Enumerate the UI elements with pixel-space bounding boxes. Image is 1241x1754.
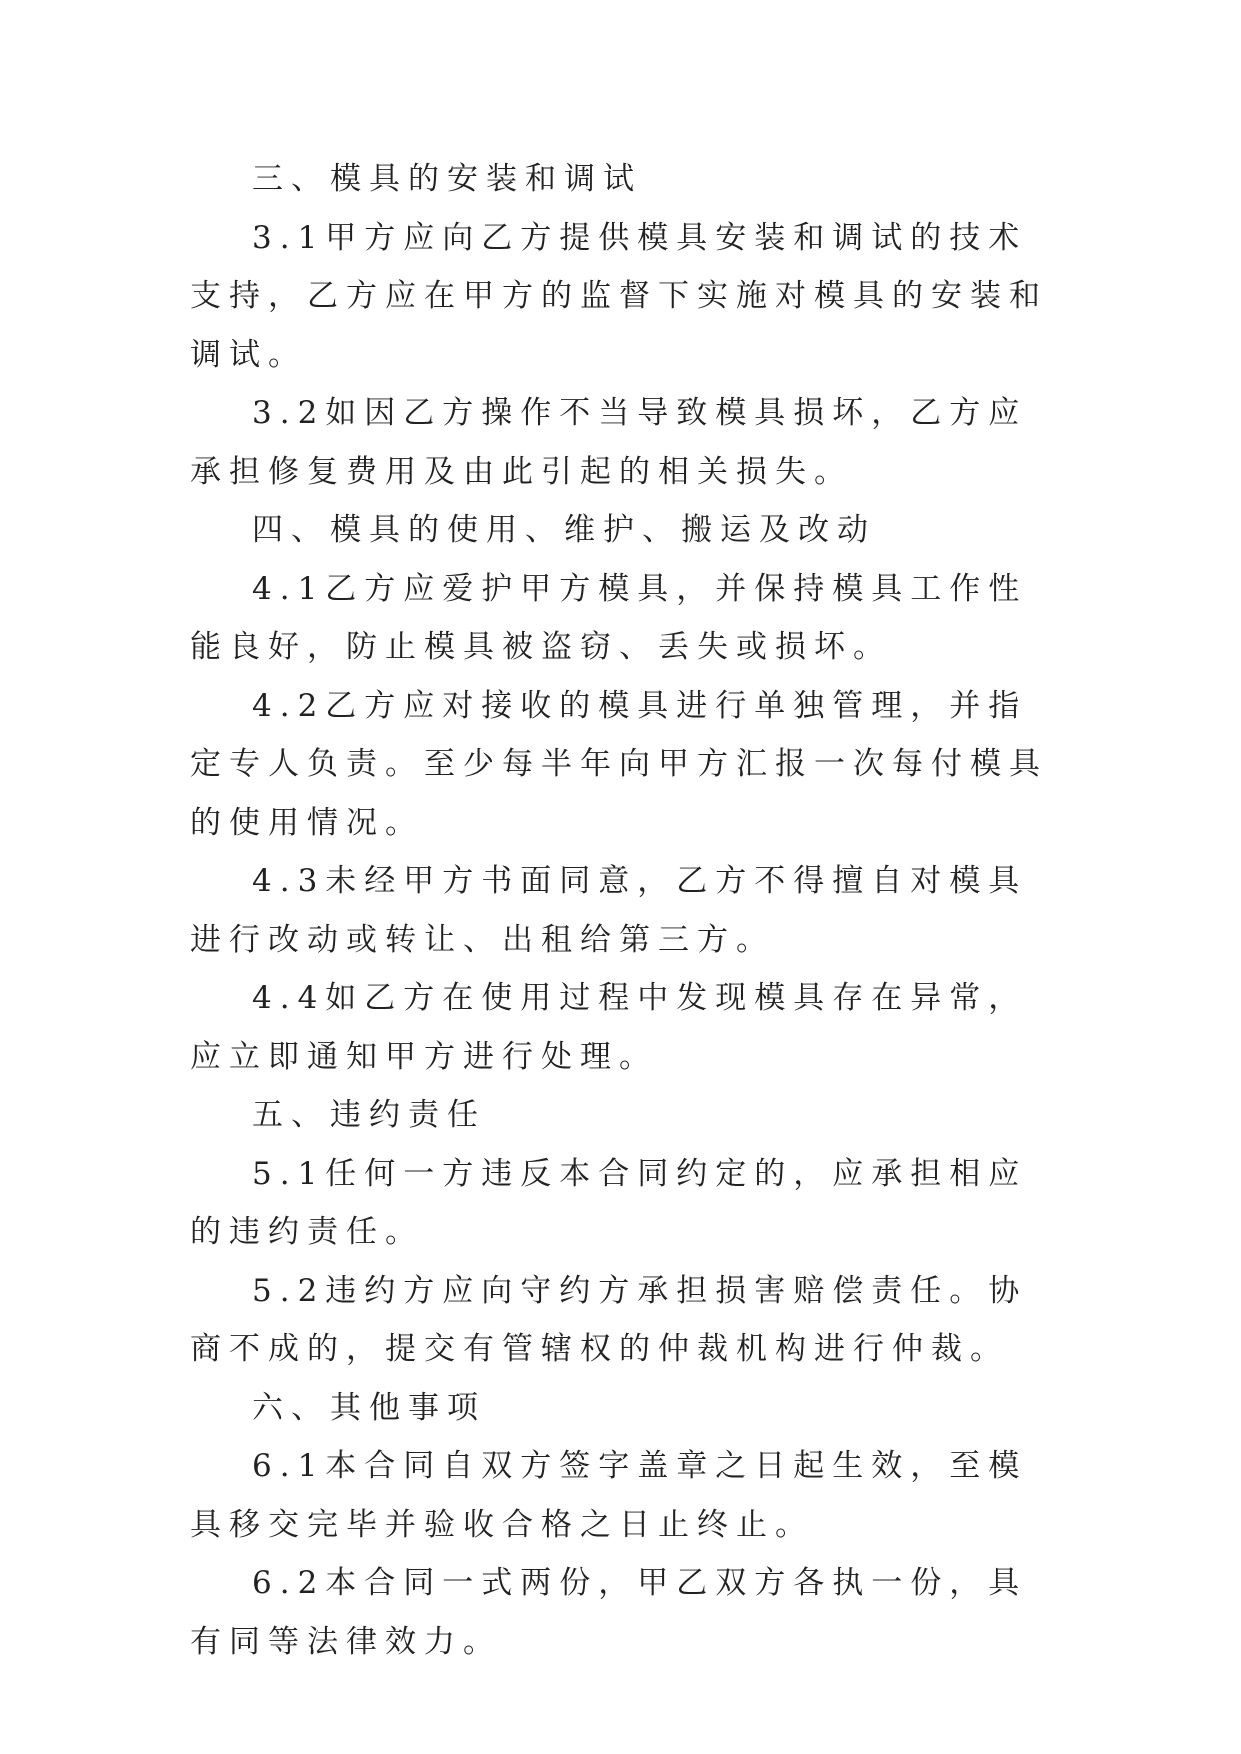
section-heading-5: 五、违约责任 xyxy=(252,1097,486,1133)
section-heading-6: 六、其他事项 xyxy=(252,1389,486,1426)
clause-5-1: 5.1任何一方违反本合同约定的，应承担相应的违约责任。 xyxy=(190,1155,1028,1250)
clause-6-1: 6.1本合同自双方签字盖章之日起生效，至模具移交完毕并验收合格之日止终止。 xyxy=(190,1448,1028,1543)
section-heading-4: 四、模具的使用、维护、搬运及改动 xyxy=(252,512,876,548)
clause-4-2: 4.2乙方应对接收的模具进行单独管理，并指定专人负责。至少每半年向甲方汇报一次每付模具的使用情况。 xyxy=(190,687,1048,841)
clause-4-3: 4.3未经甲方书面同意，乙方不得擅自对模具进行改动或转让、出租给第三方。 xyxy=(190,863,1028,958)
clause-3-2: 3.2如因乙方操作不当导致模具损坏，乙方应承担修复费用及由此引起的相关损失。 xyxy=(190,395,1028,490)
clause-6-2: 6.2本合同一式两份，甲乙双方各执一份，具有同等法律效力。 xyxy=(190,1565,1028,1660)
clause-5-2: 5.2违约方应向守约方承担损害赔偿责任。协商不成的，提交有管辖权的仲裁机构进行仲裁。 xyxy=(190,1272,1028,1367)
clause-4-1: 4.1乙方应爱护甲方模具，并保持模具工作性能良好，防止模具被盗窃、丢失或损坏。 xyxy=(190,570,1028,665)
document-body xyxy=(190,150,1060,1671)
clause-3-1: 3.1甲方应向乙方提供模具安装和调试的技术支持，乙方应在甲方的监督下实施对模具的安装和调试。 xyxy=(190,219,1048,373)
section-heading-3: 三、模具的安装和调试 xyxy=(252,161,642,197)
clause-4-4: 4.4如乙方在使用过程中发现模具存在异常，应立即通知甲方进行处理。 xyxy=(190,980,1028,1075)
